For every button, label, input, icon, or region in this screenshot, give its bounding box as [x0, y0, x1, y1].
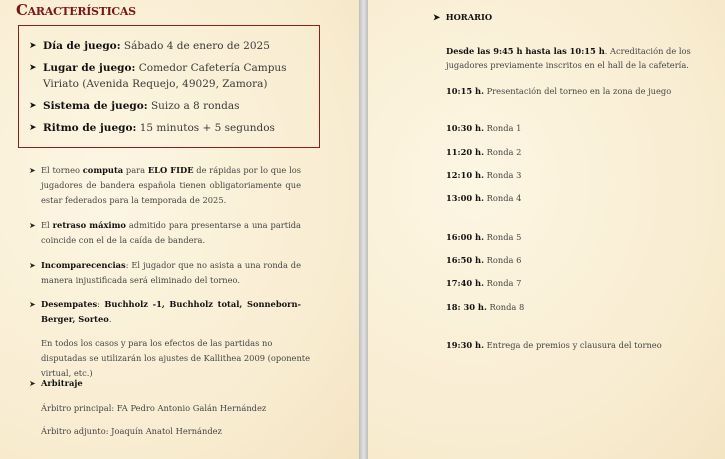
paragraph-kallithea: En todos los casos y para los efectos de las partidas no disputadas se utilizarán los ajustes de Kallithea 2009 (oponente virtual, etc.) — [41, 338, 311, 378]
schedule-row — [446, 338, 718, 352]
schedule-time: 13:00 h. — [446, 193, 484, 203]
schedule-text: . Acreditación de los jugadores previamente inscritos en el hall de la cafetería. — [446, 46, 691, 70]
info-item-sistema — [29, 98, 309, 114]
info-value: 15 minutos + 5 segundos — [139, 122, 275, 134]
schedule-row — [446, 191, 718, 205]
page-divider — [359, 0, 368, 459]
info-label: Ritmo de juego: — [43, 122, 137, 134]
arrow-bullet-icon: ➤ — [29, 300, 36, 309]
schedule-row — [446, 145, 718, 159]
paragraph-incomparecencias — [29, 258, 301, 288]
text: : El jugador que no asista a una ronda de manera injustificada será eliminado del torneo. — [41, 260, 301, 285]
text: . — [108, 314, 112, 324]
arrow-bullet-icon: ➤ — [29, 123, 37, 133]
horario-heading — [433, 12, 492, 22]
schedule-row — [446, 276, 718, 290]
text-bold: ELO FIDE — [147, 165, 194, 175]
text: admitido para presentarse a una partida coincide con el de la caída de bandera. — [41, 220, 302, 245]
schedule-text: Ronda 6 — [486, 255, 522, 265]
arrow-bullet-icon: ➤ — [29, 166, 36, 175]
info-value: Comedor Cafetería Campus Viriato (Avenida Requejo, 49029, Zamora) — [43, 62, 287, 90]
schedule-row — [446, 253, 718, 267]
info-label: Día de juego: — [43, 40, 121, 52]
arbitro-adjunto: Árbitro adjunto: Joaquín Anatol Hernández — [41, 426, 222, 436]
arrow-bullet-icon: ➤ — [29, 41, 37, 51]
schedule-time: 17:40 h. — [446, 278, 484, 288]
schedule-text: Entrega de premios y clausura del torneo — [486, 340, 662, 350]
schedule-row — [446, 84, 718, 98]
schedule-time: 12:10 h. — [446, 170, 484, 180]
text-bold: Arbitraje — [41, 378, 83, 388]
text: de rápidas por lo que los jugadores de bandera española tienen obligatoriamente que estar federados para la temporada de 2025. — [41, 165, 301, 205]
info-label: Sistema de juego: — [43, 100, 148, 112]
text: El torneo — [41, 165, 83, 175]
paragraph-retraso — [29, 218, 301, 248]
schedule-time: 16:00 h. — [446, 232, 484, 242]
paragraph-elo — [29, 163, 301, 208]
schedule-text: Ronda 8 — [489, 302, 525, 312]
schedule-time: 19:30 h. — [446, 340, 484, 350]
schedule-acreditacion — [446, 44, 718, 72]
info-box — [18, 25, 320, 148]
info-item-dia — [29, 38, 309, 54]
schedule-time: 10:30 h. — [446, 123, 484, 133]
arbitraje-heading — [29, 376, 301, 391]
arrow-bullet-icon: ➤ — [29, 379, 36, 388]
schedule-time: 11:20 h. — [446, 147, 484, 157]
schedule-text: Presentación del torneo en la zona de juego — [486, 86, 672, 96]
schedule-row — [446, 230, 718, 244]
arrow-bullet-icon: ➤ — [29, 221, 36, 230]
schedule-text: Ronda 2 — [486, 147, 522, 157]
schedule-text: Ronda 7 — [486, 278, 522, 288]
schedule-text: Ronda 3 — [486, 170, 522, 180]
schedule-text: Ronda 4 — [486, 193, 522, 203]
schedule-time: Desde las 9:45 h hasta las 10:15 h — [446, 46, 605, 56]
text: : — [97, 299, 105, 309]
info-item-ritmo — [29, 120, 309, 136]
schedule-row — [446, 300, 718, 314]
text-bold: retraso máximo — [52, 220, 126, 230]
schedule-time: 16:50 h. — [446, 255, 484, 265]
arrow-bullet-icon: ➤ — [29, 261, 36, 270]
arbitro-principal: Árbitro principal: FA Pedro Antonio Galán Hernández — [41, 403, 267, 413]
arrow-bullet-icon: ➤ — [29, 101, 37, 111]
schedule-row — [446, 121, 718, 135]
info-value: Suizo a 8 rondas — [150, 100, 240, 112]
text: El — [41, 220, 53, 230]
text-bold: Incomparecencias — [41, 260, 126, 270]
text-bold: Buchholz -1, Buchholz total, Sonneborn-Berger, Sorteo — [41, 299, 301, 324]
arrow-bullet-icon: ➤ — [29, 63, 37, 73]
section-title: Características — [16, 1, 136, 19]
schedule-row — [446, 168, 718, 182]
info-value: Sábado 4 de enero de 2025 — [123, 40, 270, 52]
paragraph-desempates — [29, 297, 301, 327]
schedule-time: 10:15 h. — [446, 86, 484, 96]
text-bold: computa — [82, 165, 124, 175]
text-bold: Desempates — [41, 299, 98, 309]
arrow-bullet-icon: ➤ — [433, 12, 440, 22]
text: para — [123, 165, 148, 175]
info-label: Lugar de juego: — [43, 62, 136, 74]
horario-title: HORARIO — [445, 12, 493, 22]
schedule-time: 18: 30 h. — [446, 302, 487, 312]
schedule-text: Ronda 5 — [486, 232, 522, 242]
schedule-text: Ronda 1 — [486, 123, 522, 133]
info-item-lugar — [29, 60, 309, 92]
